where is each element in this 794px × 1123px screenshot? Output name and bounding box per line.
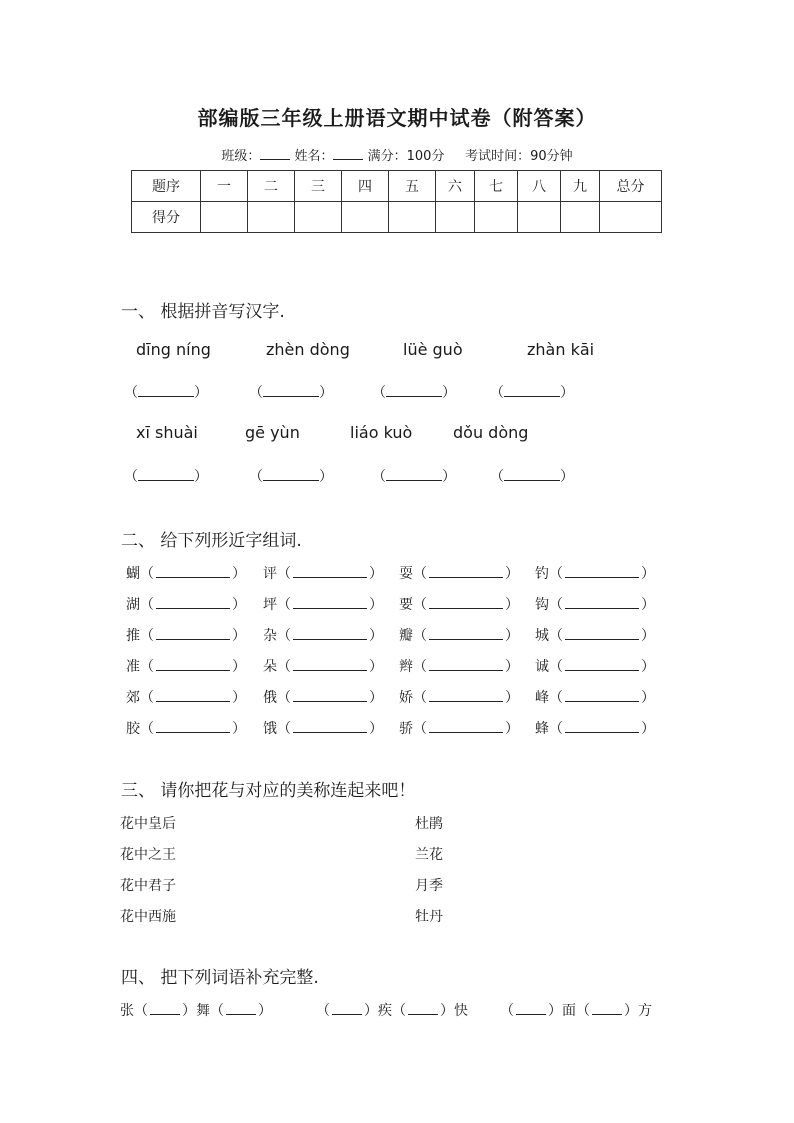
similar-char: 诚 bbox=[535, 659, 549, 675]
section3-heading: 三、 请你把花与对应的美称连起来吧！ bbox=[121, 781, 416, 801]
word-blank[interactable] bbox=[156, 565, 230, 578]
similar-char: 杂 bbox=[263, 628, 277, 644]
similar-char: 评 bbox=[263, 566, 277, 582]
similar-char: 娇 bbox=[399, 690, 413, 706]
answer-blank-7[interactable]: （ ） bbox=[372, 469, 456, 485]
flower-title-2: 花中之王 bbox=[120, 847, 176, 863]
similar-char: 胶 bbox=[126, 721, 140, 737]
word-group-item: 饿（ ） bbox=[263, 721, 383, 737]
score-table-score-row bbox=[132, 202, 662, 233]
flower-name-1[interactable]: 杜鹃 bbox=[415, 816, 443, 832]
score-cell[interactable] bbox=[600, 202, 662, 233]
score-cell[interactable] bbox=[342, 202, 389, 233]
section1-heading: 一、 根据拼音写汉字. bbox=[121, 302, 285, 322]
similar-char: 蜂 bbox=[535, 721, 549, 737]
pinyin-8: dǒu dòng bbox=[453, 423, 529, 442]
word-blank[interactable] bbox=[565, 658, 639, 671]
word-group-item: 城（ ） bbox=[535, 628, 655, 644]
similar-char: 饿 bbox=[263, 721, 277, 737]
idiom-3-char-1: 面 bbox=[562, 1003, 576, 1019]
word-blank[interactable] bbox=[293, 565, 367, 578]
word-blank[interactable] bbox=[429, 658, 503, 671]
answer-blank-2[interactable]: （ ） bbox=[249, 385, 333, 401]
flower-title-3: 花中君子 bbox=[120, 878, 176, 894]
page-title: 部编版三年级上册语文期中试卷（附答案） bbox=[197, 106, 597, 130]
similar-char: 推 bbox=[126, 628, 140, 644]
score-cell[interactable] bbox=[295, 202, 342, 233]
score-col-7: 七 bbox=[475, 171, 518, 202]
similar-char: 郊 bbox=[126, 690, 140, 706]
word-blank[interactable] bbox=[293, 720, 367, 733]
word-blank[interactable] bbox=[565, 720, 639, 733]
word-blank[interactable] bbox=[565, 627, 639, 640]
score-cell[interactable] bbox=[475, 202, 518, 233]
similar-char: 骄 bbox=[399, 721, 413, 737]
word-group-item: 湖（ ） bbox=[126, 597, 246, 613]
exam-info-line bbox=[0, 145, 794, 164]
score-col-9: 九 bbox=[561, 171, 600, 202]
flower-name-2[interactable]: 兰花 bbox=[415, 847, 443, 863]
score-col-2: 二 bbox=[248, 171, 295, 202]
score-cell[interactable] bbox=[561, 202, 600, 233]
similar-char: 城 bbox=[535, 628, 549, 644]
score-col-4: 四 bbox=[342, 171, 389, 202]
full-score: 满分：100分 bbox=[367, 149, 445, 164]
word-group-item: 娇（ ） bbox=[399, 690, 519, 706]
class-label: 班级： bbox=[221, 149, 261, 164]
similar-char: 钩 bbox=[535, 597, 549, 613]
score-cell[interactable] bbox=[389, 202, 436, 233]
similar-char: 朵 bbox=[263, 659, 277, 675]
answer-blank-3[interactable]: （ ） bbox=[372, 385, 456, 401]
flower-name-3[interactable]: 月季 bbox=[415, 878, 443, 894]
score-cell[interactable] bbox=[248, 202, 295, 233]
word-group-item: 郊（ ） bbox=[126, 690, 246, 706]
score-table-header-row bbox=[132, 171, 662, 202]
class-blank[interactable] bbox=[260, 147, 290, 160]
idiom-blank[interactable] bbox=[592, 1002, 622, 1015]
idiom-3-char-2: 方 bbox=[638, 1003, 652, 1019]
idiom-blank[interactable] bbox=[516, 1002, 546, 1015]
similar-char: 耍 bbox=[399, 566, 413, 582]
score-col-3: 三 bbox=[295, 171, 342, 202]
word-group-item: 钓（ ） bbox=[535, 566, 655, 582]
pinyin-5: xī shuài bbox=[136, 423, 198, 442]
idiom-2-char-2: 快 bbox=[454, 1003, 468, 1019]
answer-blank-4[interactable]: （ ） bbox=[490, 385, 574, 401]
word-group-item: 准（ ） bbox=[126, 659, 246, 675]
score-cell[interactable] bbox=[201, 202, 248, 233]
word-blank[interactable] bbox=[156, 596, 230, 609]
word-group-item: 要（ ） bbox=[399, 597, 519, 613]
word-group-item: 蝴（ ） bbox=[126, 566, 246, 582]
score-row-label: 得分 bbox=[132, 202, 201, 233]
word-group-item: 耍（ ） bbox=[399, 566, 519, 582]
similar-char: 蝴 bbox=[126, 566, 140, 582]
answer-blank-8[interactable]: （ ） bbox=[490, 469, 574, 485]
score-table bbox=[131, 170, 662, 233]
word-blank[interactable] bbox=[429, 720, 503, 733]
pinyin-4: zhàn kāi bbox=[527, 340, 595, 359]
word-blank[interactable] bbox=[565, 596, 639, 609]
word-group-item: 瓣（ ） bbox=[399, 628, 519, 644]
score-col-total: 总分 bbox=[600, 171, 662, 202]
idiom-blank[interactable] bbox=[226, 1002, 256, 1015]
word-blank[interactable] bbox=[156, 689, 230, 702]
similar-char: 瓣 bbox=[399, 628, 413, 644]
score-col-6: 六 bbox=[436, 171, 475, 202]
word-blank[interactable] bbox=[293, 627, 367, 640]
pinyin-7: liáo kuò bbox=[350, 423, 413, 442]
pinyin-6: gē yùn bbox=[245, 423, 300, 442]
idiom-1-char-2: 舞 bbox=[196, 1003, 210, 1019]
name-blank[interactable] bbox=[333, 147, 363, 160]
word-blank[interactable] bbox=[429, 565, 503, 578]
word-blank[interactable] bbox=[429, 596, 503, 609]
word-group-item: 骄（ ） bbox=[399, 721, 519, 737]
name-label: 姓名： bbox=[294, 149, 334, 164]
similar-char: 钓 bbox=[535, 566, 549, 582]
score-col-1: 一 bbox=[201, 171, 248, 202]
similar-char: 峰 bbox=[535, 690, 549, 706]
exam-time: 考试时间：90分钟 bbox=[465, 149, 573, 164]
section4-heading: 四、 把下列词语补充完整. bbox=[121, 968, 319, 988]
idiom-3: （ ）面（ ）方 bbox=[500, 1003, 652, 1019]
word-group-item: 胶（ ） bbox=[126, 721, 246, 737]
word-blank[interactable] bbox=[565, 565, 639, 578]
answer-blank-5[interactable]: （ ） bbox=[124, 469, 208, 485]
idiom-blank[interactable] bbox=[150, 1002, 180, 1015]
word-group-item: 诚（ ） bbox=[535, 659, 655, 675]
word-blank[interactable] bbox=[565, 689, 639, 702]
word-blank[interactable] bbox=[429, 627, 503, 640]
word-group-item: 蜂（ ） bbox=[535, 721, 655, 737]
idiom-1-char-1: 张 bbox=[120, 1003, 134, 1019]
section2-heading: 二、 给下列形近字组词. bbox=[121, 531, 302, 551]
score-col-8: 八 bbox=[518, 171, 561, 202]
idiom-1: 张（ ）舞（ ） bbox=[120, 1003, 272, 1019]
score-cell[interactable] bbox=[436, 202, 475, 233]
flower-name-4[interactable]: 牡丹 bbox=[415, 909, 443, 925]
similar-char: 坪 bbox=[263, 597, 277, 613]
flower-title-4: 花中西施 bbox=[120, 909, 176, 925]
answer-blank-1[interactable]: （ ） bbox=[124, 385, 208, 401]
word-blank[interactable] bbox=[156, 658, 230, 671]
similar-char: 俄 bbox=[263, 690, 277, 706]
word-blank[interactable] bbox=[156, 720, 230, 733]
word-group-item: 俄（ ） bbox=[263, 690, 383, 706]
pinyin-2: zhèn dòng bbox=[266, 340, 350, 359]
word-group-item: 评（ ） bbox=[263, 566, 383, 582]
word-blank[interactable] bbox=[156, 627, 230, 640]
word-blank[interactable] bbox=[293, 689, 367, 702]
similar-char: 准 bbox=[126, 659, 140, 675]
flower-title-1: 花中皇后 bbox=[120, 816, 176, 832]
word-group-item: 坪（ ） bbox=[263, 597, 383, 613]
similar-char: 辫 bbox=[399, 659, 413, 675]
word-blank[interactable] bbox=[293, 596, 367, 609]
pinyin-1: dīng níng bbox=[136, 340, 211, 359]
idiom-blank[interactable] bbox=[332, 1002, 362, 1015]
pinyin-3: lüè guò bbox=[403, 340, 463, 359]
similar-char: 要 bbox=[399, 597, 413, 613]
answer-blank-6[interactable]: （ ） bbox=[249, 469, 333, 485]
word-group-item: 峰（ ） bbox=[535, 690, 655, 706]
word-blank[interactable] bbox=[293, 658, 367, 671]
word-blank[interactable] bbox=[429, 689, 503, 702]
idiom-2-char-1: 疾 bbox=[378, 1003, 392, 1019]
score-col-5: 五 bbox=[389, 171, 436, 202]
word-group-item: 辫（ ） bbox=[399, 659, 519, 675]
word-group-item: 钩（ ） bbox=[535, 597, 655, 613]
idiom-2: （ ）疾（ ）快 bbox=[316, 1003, 468, 1019]
word-group-item: 推（ ） bbox=[126, 628, 246, 644]
word-group-item: 杂（ ） bbox=[263, 628, 383, 644]
score-header-label: 题序 bbox=[132, 171, 201, 202]
score-cell[interactable] bbox=[518, 202, 561, 233]
word-group-item: 朵（ ） bbox=[263, 659, 383, 675]
idiom-blank[interactable] bbox=[408, 1002, 438, 1015]
similar-char: 湖 bbox=[126, 597, 140, 613]
